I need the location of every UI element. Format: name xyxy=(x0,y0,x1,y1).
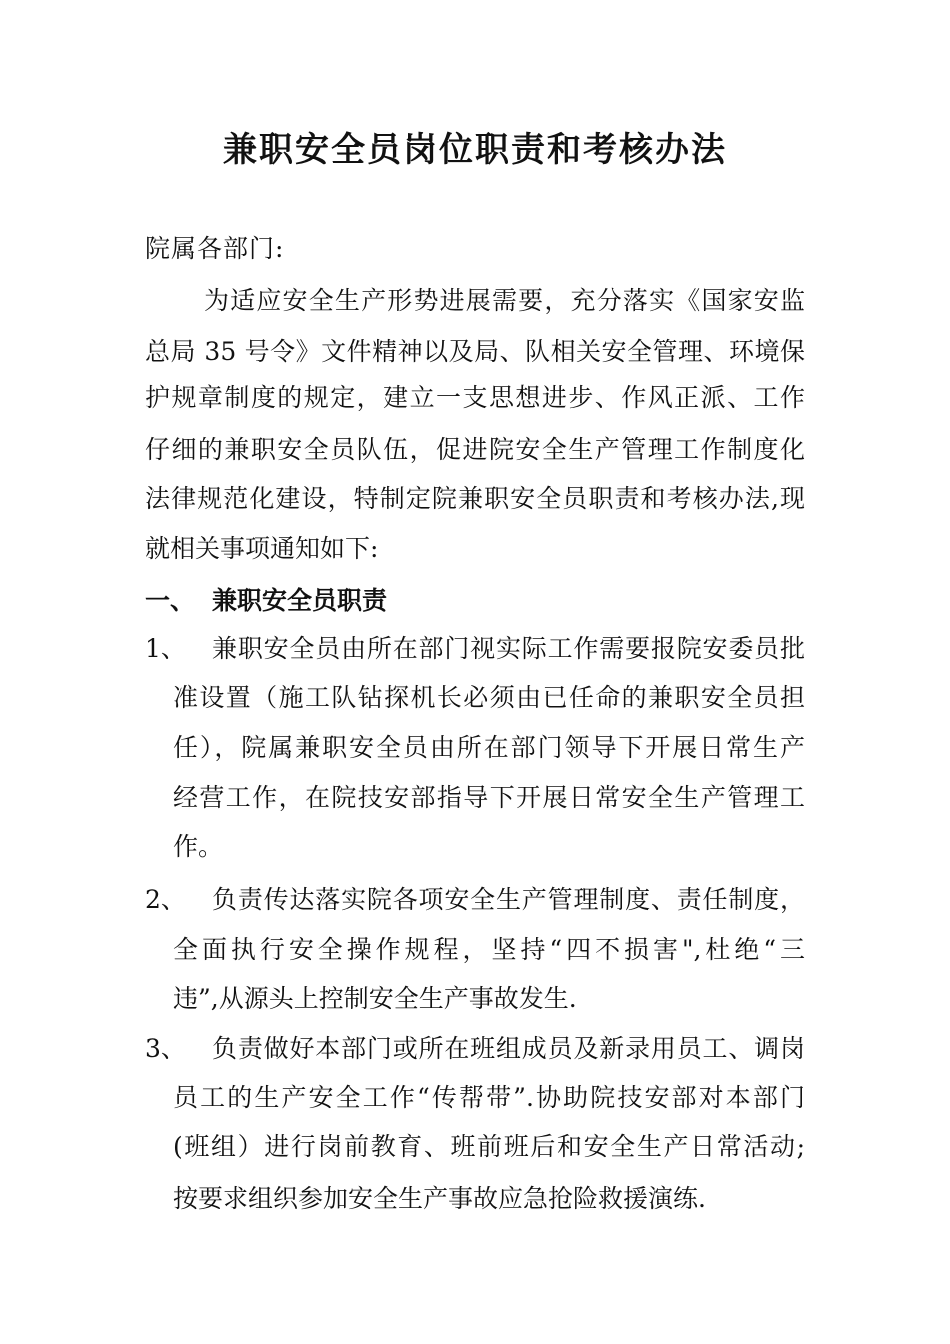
intro-line-5: 法律规范化建设，特制定院兼职安全员职责和考核办法,现 xyxy=(145,484,805,513)
page-title: 兼职安全员岗位职责和考核办法 xyxy=(223,130,727,170)
item-3-line-4: 按要求组织参加安全生产事故应急抢险救援演练. xyxy=(173,1184,706,1213)
item-3-number: 3、 xyxy=(145,1034,186,1063)
section-heading xyxy=(145,583,387,619)
item-2-line-2: 全面执行安全操作规程，坚持“四不损害",杜绝“三 xyxy=(173,935,805,964)
item-1-number: 1、 xyxy=(145,634,186,663)
item-1-line-1: 兼职安全员由所在部门视实际工作需要报院安委员批 xyxy=(212,634,805,663)
salutation: 院属各部门: xyxy=(145,234,285,263)
item-3-line-3: (班组）进行岗前教育、班前班后和安全生产日常活动; xyxy=(173,1132,805,1161)
item-1-line-3: 任），院属兼职安全员由所在部门领导下开展日常生产 xyxy=(173,733,805,762)
item-2-number: 2、 xyxy=(145,885,186,914)
section-title: 兼职安全员职责 xyxy=(212,586,388,615)
item-3-line-1: 负责做好本部门或所在班组成员及新录用员工、调岗 xyxy=(212,1034,805,1063)
item-1-line-2: 准设置（施工队钻探机长必须由已任命的兼职安全员担 xyxy=(173,683,805,712)
item-1-line-5: 作。 xyxy=(173,832,224,861)
item-3-line-2: 员工的生产安全工作“传帮带”.协助院技安部对本部门 xyxy=(173,1083,805,1112)
item-2-line-3: 违”,从源头上控制安全生产事故发生. xyxy=(173,984,577,1013)
intro-line-1: 为适应安全生产形势进展需要，充分落实《国家安监 xyxy=(204,286,805,315)
item-1-line-4: 经营工作，在院技安部指导下开展日常安全生产管理工 xyxy=(173,783,805,812)
intro-line-6: 就相关事项通知如下: xyxy=(145,534,379,563)
section-number: 一、 xyxy=(145,586,196,615)
intro-line-2: 总局 35 号令》文件精神以及局、队相关安全管理、环境保 xyxy=(145,337,805,366)
intro-line-3: 护规章制度的规定，建立一支思想进步、作风正派、工作 xyxy=(145,383,805,412)
item-2-line-1: 负责传达落实院各项安全生产管理制度、责任制度， xyxy=(212,885,805,914)
intro-line-4: 仔细的兼职安全员队伍，促进院安全生产管理工作制度化 xyxy=(145,435,805,464)
